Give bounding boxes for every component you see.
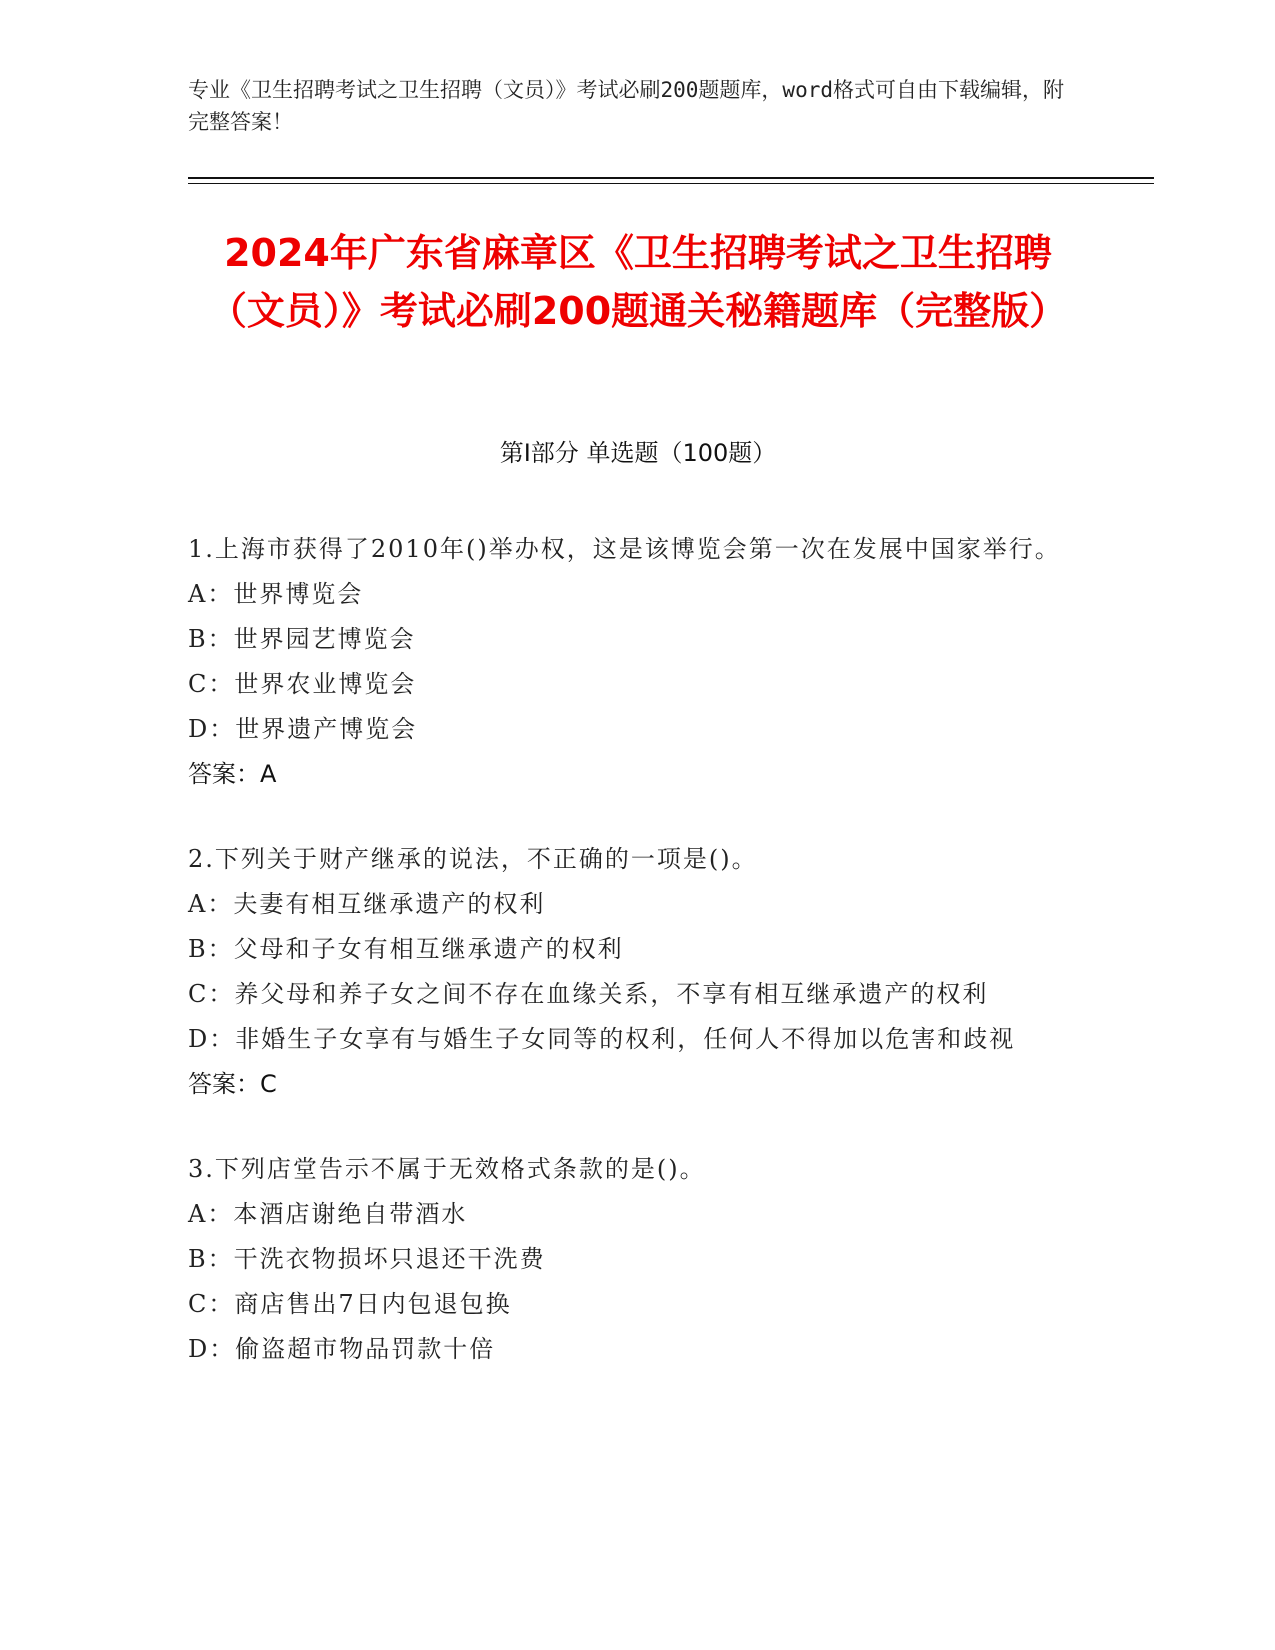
- document-title: 2024年广东省麻章区《卫生招聘考试之卫生招聘（文员）》考试必刷200题通关秘籍题库（完整版）: [208, 231, 1068, 333]
- question-list: [188, 527, 1068, 1412]
- header-note: 专业《卫生招聘考试之卫生招聘（文员）》考试必刷200题题库，word格式可自由下载编辑，附完整答案！: [188, 78, 1064, 134]
- option-b: B：干洗衣物损坏只退还干洗费: [188, 1245, 546, 1273]
- option-b: B：世界园艺博览会: [188, 625, 416, 653]
- header-divider-thick: [188, 177, 1154, 179]
- option-d: D：非婚生子女享有与婚生子女同等的权利，任何人不得加以危害和歧视: [188, 1025, 1016, 1053]
- option-c: C：养父母和养子女之间不存在血缘关系，不享有相互继承遗产的权利: [188, 980, 989, 1008]
- question-3: [188, 1147, 1068, 1372]
- question-stem: 1.上海市获得了2010年()举办权，这是该博览会第一次在发展中国家举行。: [188, 535, 1061, 563]
- option-c: C：商店售出7日内包退包换: [188, 1290, 512, 1318]
- question-2: [188, 837, 1068, 1107]
- option-a: A：夫妻有相互继承遗产的权利: [188, 890, 546, 918]
- question-stem: 3.下列店堂告示不属于无效格式条款的是()。: [188, 1155, 706, 1183]
- question-1: [188, 527, 1068, 797]
- option-b: B：父母和子女有相互继承遗产的权利: [188, 935, 624, 963]
- question-stem: 2.下列关于财产继承的说法，不正确的一项是()。: [188, 845, 758, 873]
- option-a: A：本酒店谢绝自带酒水: [188, 1200, 468, 1228]
- answer: 答案：C: [188, 1070, 277, 1098]
- option-c: C：世界农业博览会: [188, 670, 417, 698]
- section-title: 第Ⅰ部分 单选题（100题）: [499, 439, 777, 467]
- option-d: D：世界遗产博览会: [188, 715, 418, 743]
- option-d: D：偷盗超市物品罚款十倍: [188, 1335, 496, 1363]
- answer: 答案：A: [188, 760, 277, 788]
- header-divider-thin: [188, 183, 1154, 184]
- option-a: A：世界博览会: [188, 580, 364, 608]
